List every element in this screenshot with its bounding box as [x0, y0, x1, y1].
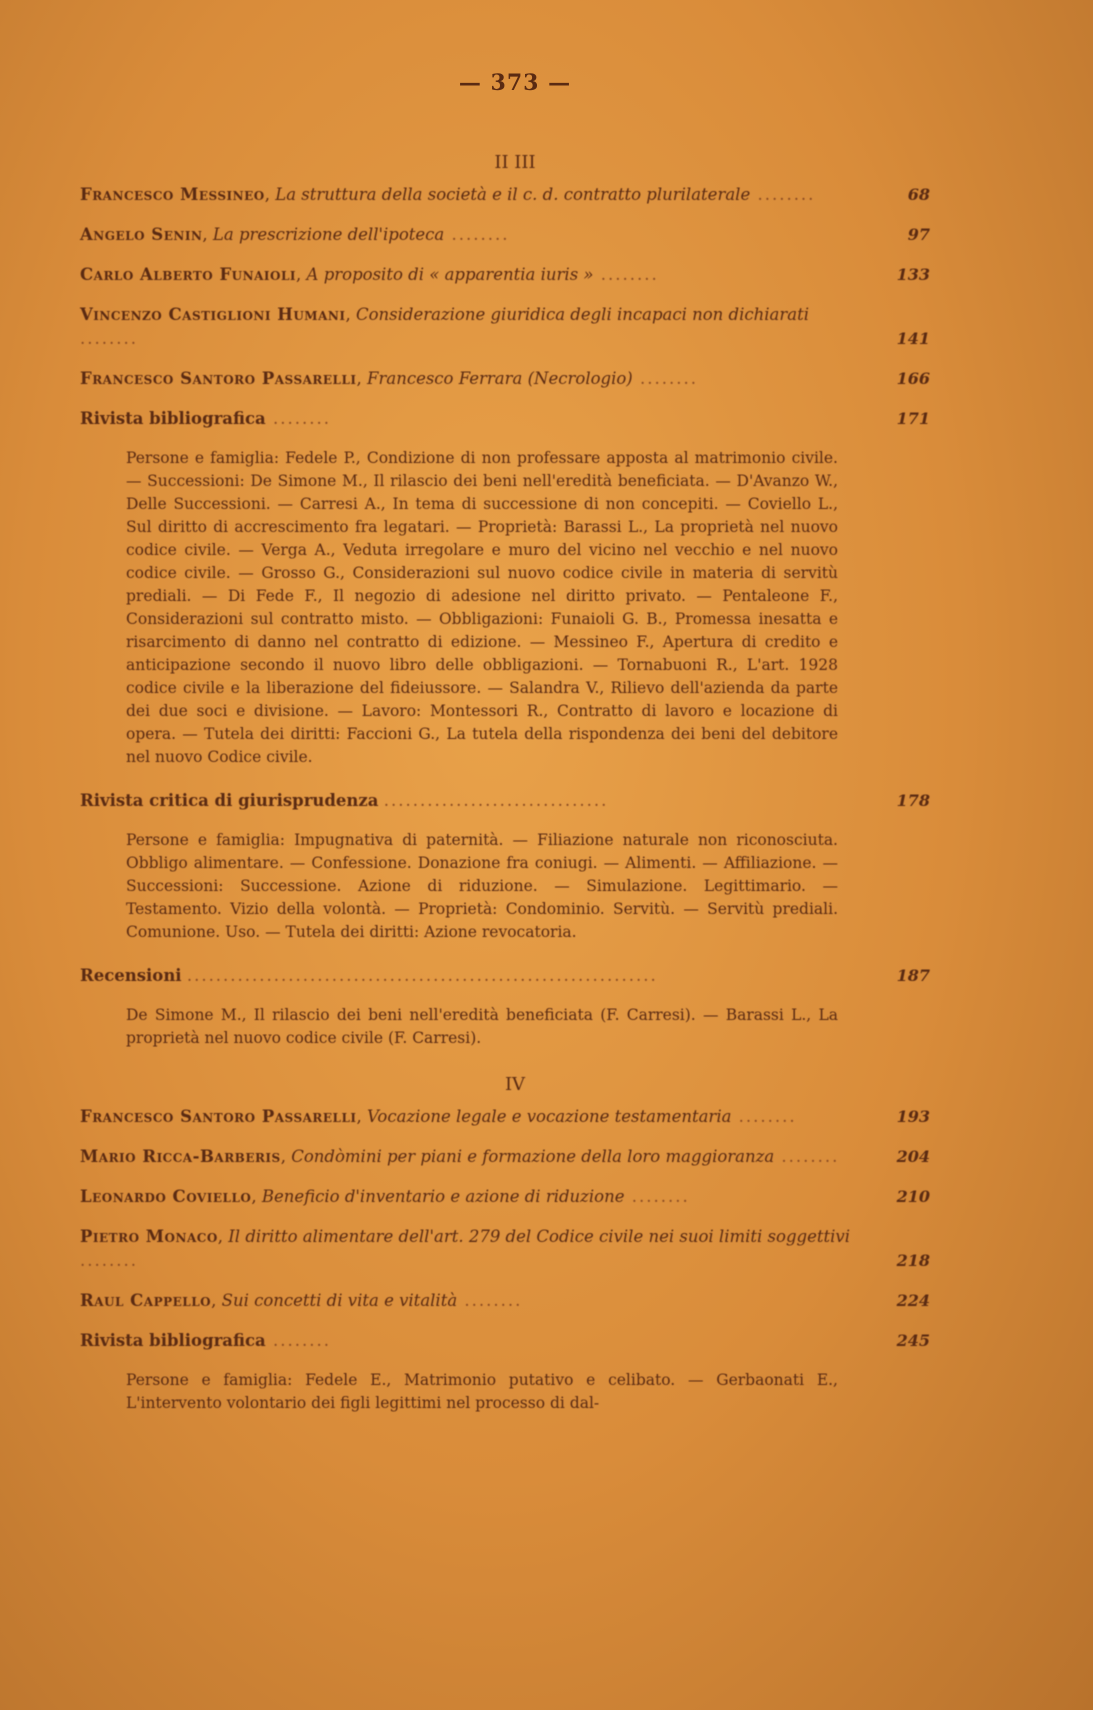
section-heading-1: II III — [494, 152, 536, 173]
entry-page-number: 171 — [896, 409, 930, 428]
entry-page-number: 141 — [896, 329, 930, 348]
entry-title: La prescrizione dell'ipoteca — [212, 225, 445, 244]
entry-author: Mario Ricca-Barberis — [80, 1147, 281, 1166]
toc-entry: Angelo Senin, La prescrizione dell'ipoteca ........ 97 — [80, 223, 930, 247]
toc-entry: Raul Cappello, Sui concetti di vita e vitalità ........ 224 — [80, 1289, 930, 1313]
entry-page-number: 245 — [896, 1331, 930, 1350]
entry-title: Il diritto alimentare dell'art. 279 del Codice civile nei suoi limiti soggettivi — [228, 1227, 850, 1246]
toc-entry: Carlo Alberto Funaioli, A proposito di « apparentia iuris » ........ 133 — [80, 263, 930, 287]
riv-crit-content: Persone e famiglia: Impugnativa di paternità. — Filiazione naturale non riconosciuta. Obbligo alimentare. — Confessione. Donazione fra coniugi. — Alimenti. — Affiliazione. — Successioni: Successione. Azione di riduzione. — Simulazione. Legittimario. — Testamento. Vizio della volontà. — Proprietà: Condominio. Servitù. — Servitù prediali. Comunione. Uso. — Tutela dei diritti: Azione revocatoria. — [126, 831, 838, 941]
entry-author: Leonardo Coviello — [80, 1187, 252, 1206]
entries-list-1 — [80, 183, 930, 431]
entry-author: Francesco Messineo — [80, 185, 265, 204]
toc-entry: Rivista bibliografica ........ 245 — [80, 1329, 930, 1353]
entry-page-number: 218 — [896, 1251, 930, 1270]
riv-crit-title: Rivista critica di giurisprudenza — [80, 791, 379, 810]
entry-title: Rivista bibliografica — [80, 409, 266, 428]
entry-page-number: 133 — [896, 265, 930, 284]
entry-title: Beneficio d'inventario e azione di riduzione — [261, 1187, 625, 1206]
entry-page-number: 193 — [896, 1107, 930, 1126]
toc-entry: Rivista bibliografica ........ 171 — [80, 407, 930, 431]
entry-title: Francesco Ferrara (Necrologio) — [367, 369, 633, 388]
toc-entry: Leonardo Coviello, Beneficio d'inventario e azione di riduzione ........ 210 — [80, 1185, 930, 1209]
entry-author: Francesco Santoro Passarelli — [80, 369, 357, 388]
entry-author: Raul Cappello — [80, 1291, 212, 1310]
entry-title: Condòmini per piani e formazione della loro maggioranza — [291, 1147, 775, 1166]
entry-page-number: 204 — [896, 1147, 930, 1166]
riv-bib-1-content: Persone e famiglia: Fedele P., Condizione di non professare apposta al matrimonio civile. — Successioni: De Simone M., Il rilascio dei beni nell'eredità beneficiata. — D'Avanzo W., Delle Successioni. — Carresi A., In tema di successione di non concepiti. — Coviello L., Sul diritto di accrescimento fra legatari. — Proprietà: Barassi L., La proprietà nel nuovo codice civile. — Verga A., Veduta irregolare e muro del vicino nel vecchio e nel nuovo codice civile. — Grosso G., Considerazioni sul nuovo codice civile in materia di servitù prediali. — Di Fede F., Il negozio di adesione nel diritto privato. — Pentaleone F., Considerazioni sul contratto misto. — Obbligazioni: Funaioli G. B., Promessa inesatta e risarcimento di danno nel contratto di edizione. — Messineo F., Apertura di credito e anticipazione secondo il nuovo libro delle obbligazioni. — Tornabuoni R., L'art. 1928 codice civile e la liberazione del fideiussore. — Salandra V., Rilievo dell'azienda da parte dei due soci e divisione. — Lavoro: Montessori R., Contratto di lavoro e locazione di opera. — Tutela dei diritti: Faccioni G., La tutela della rispondenza dei beni del debitore nel nuovo Codice civile. — [126, 449, 838, 766]
entry-title: Rivista bibliografica — [80, 1331, 266, 1350]
recensioni-title: Recensioni — [80, 966, 182, 985]
index-page — [80, 70, 930, 1435]
toc-entry: Pietro Monaco, Il diritto alimentare dell'art. 279 del Codice civile nei suoi limiti soggettivi ........ 218 — [80, 1225, 930, 1273]
entry-author: Angelo Senin — [80, 225, 203, 244]
entry-author: Vincenzo Castiglioni Humani — [80, 305, 346, 324]
entry-page-number: 210 — [896, 1187, 930, 1206]
section-heading-2: IV — [504, 1074, 526, 1095]
toc-entry: Mario Ricca-Barberis, Condòmini per piani e formazione della loro maggioranza ........ 204 — [80, 1145, 930, 1169]
entry-title: Sui concetti di vita e vitalità — [221, 1291, 458, 1310]
riv-bib-2-content: Persone e famiglia: Fedele E., Matrimonio putativo e celibato. — Gerbaonati E., L'intervento volontario dei figli legittimi nel processo di dal- — [126, 1371, 838, 1412]
toc-entry: Francesco Santoro Passarelli, Francesco Ferrara (Necrologio) ........ 166 — [80, 367, 930, 391]
entry-page-number: 68 — [907, 185, 930, 204]
entry-title: La struttura della società e il c. d. contratto plurilaterale — [275, 185, 751, 204]
entry-author: Pietro Monaco — [80, 1227, 218, 1246]
toc-entry: Francesco Santoro Passarelli, Vocazione legale e vocazione testamentaria ........ 193 — [80, 1105, 930, 1129]
entries-list-2 — [80, 1105, 930, 1353]
entry-page-number: 97 — [907, 225, 930, 244]
entry-title: Considerazione giuridica degli incapaci non dichiarati — [355, 305, 810, 324]
entry-page-number: 166 — [896, 369, 930, 388]
recensioni-page: 187 — [896, 966, 930, 985]
toc-entry: Vincenzo Castiglioni Humani, Considerazione giuridica degli incapaci non dichiarati ........ 141 — [80, 303, 930, 351]
page-number: — 373 — — [458, 70, 572, 96]
recensioni-entry: Recensioni ................................................................. 187 — [80, 964, 930, 988]
recensioni-content: De Simone M., Il rilascio dei beni nell'eredità beneficiata (F. Carresi). — Barassi L., La proprietà nel nuovo codice civile (F. Carresi). — [126, 1006, 838, 1047]
entry-author: Carlo Alberto Funaioli — [80, 265, 297, 284]
riv-crit-page: 178 — [896, 791, 930, 810]
entry-author: Francesco Santoro Passarelli — [80, 1107, 357, 1126]
entry-title: Vocazione legale e vocazione testamentaria — [367, 1107, 732, 1126]
riv-crit-entry: Rivista critica di giurisprudenza ............................... 178 — [80, 789, 930, 813]
entry-page-number: 224 — [896, 1291, 930, 1310]
entry-title: A proposito di « apparentia iuris » — [306, 265, 594, 284]
toc-entry: Francesco Messineo, La struttura della società e il c. d. contratto plurilaterale ........ 68 — [80, 183, 930, 207]
